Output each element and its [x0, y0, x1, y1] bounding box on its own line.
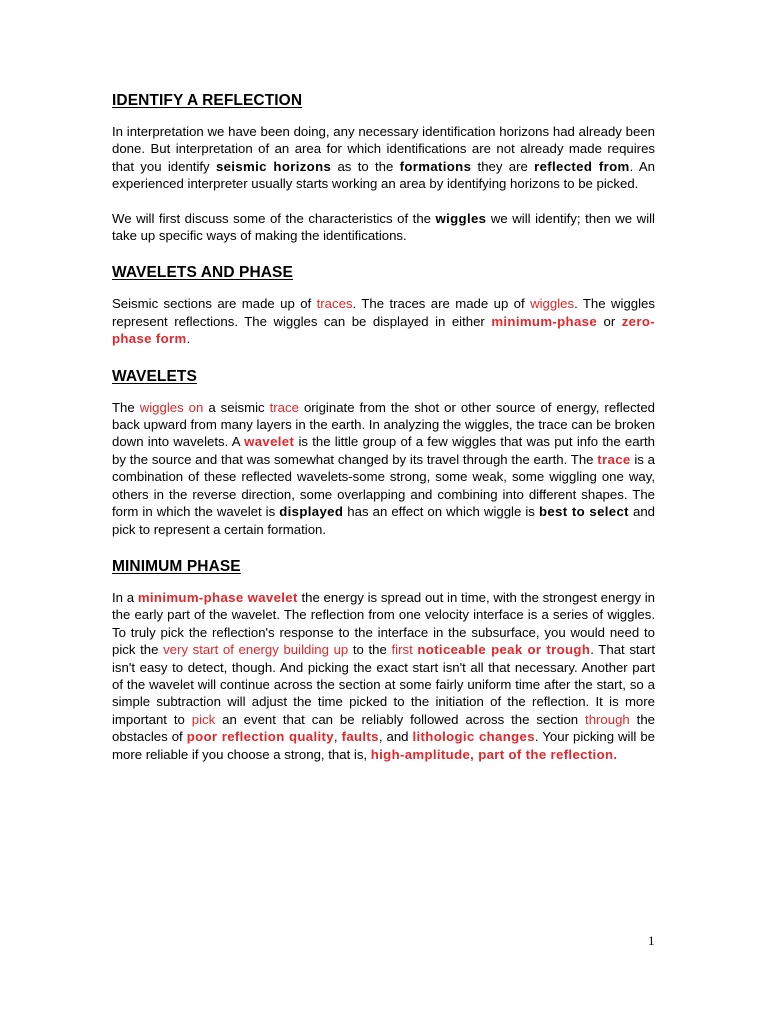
paragraph-identify-2 — [112, 210, 655, 245]
heading-identify-reflection: IDENTIFY A REFLECTION — [112, 92, 303, 109]
keyword-poor-reflection-quality: poor reflection quality — [186, 729, 334, 745]
heading-wavelets: WAVELETS — [112, 367, 197, 385]
text-span: . — [186, 331, 191, 347]
text-span: a seismic — [203, 399, 270, 415]
text-span: and pick to represent a certain formation. — [112, 504, 655, 537]
text-span: is a combination of these reflected wavelets-some strong, some weak, some wiggling one way, others in the reverse direction, some overlapping and combining into different shapes. The form in which the wavelet is — [112, 451, 655, 520]
paragraph-identify-1 — [112, 123, 655, 193]
keyword-noticeable-peak: noticeable peak or trough — [417, 642, 591, 658]
red-term-first: first — [391, 642, 413, 658]
keyword-high-amplitude: high-amplitude, part of the reflection. — [370, 746, 618, 762]
text-span: . An experienced interpreter usually starts working an area by identifying horizons to be picked. — [112, 158, 655, 192]
heading-minimum-phase: MINIMUM PHASE — [112, 557, 241, 575]
text-span: an event that can be reliably followed across the section — [215, 711, 586, 727]
keyword-trace: trace — [597, 451, 631, 467]
red-term-trace: trace — [269, 399, 299, 415]
text-span: has an effect on which wiggle is — [343, 504, 539, 520]
text-span: is the little group of a few wiggles that was put info the earth by the source and that was somewhat changed by its travel through the earth. The — [112, 434, 655, 467]
paragraph-minimum-phase — [112, 589, 655, 763]
keyword-minimum-phase-wavelet: minimum-phase wavelet — [137, 589, 298, 605]
keyword-formations: formations — [399, 158, 472, 174]
keyword-reflected-from: reflected from — [534, 158, 630, 174]
page-content — [112, 89, 655, 763]
red-term-wiggles: wiggles — [530, 296, 575, 312]
keyword-best-to-select: best to select — [538, 504, 629, 520]
red-term-pick: pick — [191, 711, 216, 727]
red-term-wiggles-on: wiggles on — [139, 399, 204, 415]
keyword-seismic-horizons: seismic horizons — [215, 158, 332, 174]
paragraph-wavelets-phase — [112, 295, 655, 347]
red-term-very-start: very start of energy building up — [163, 642, 349, 658]
text-span: they are — [471, 158, 535, 174]
text-span: Seismic sections are made up of — [112, 296, 317, 312]
keyword-minimum-phase: minimum-phase — [491, 313, 597, 329]
keyword-displayed: displayed — [279, 504, 344, 520]
paragraph-wavelets — [112, 399, 655, 538]
keyword-wavelet: wavelet — [244, 434, 295, 450]
keyword-lithologic-changes: lithologic changes — [412, 729, 535, 745]
text-span: We will first discuss some of the characteristics of the — [112, 210, 436, 226]
text-span: In interpretation we have been doing, any necessary identification horizons had already been done. But interpretation of an area for which identifications are not already made requires that you identify — [112, 124, 655, 174]
text-span: . That start isn't easy to detect, though. And picking the exact start isn't all that necessary. Another part of the wavelet will continue across the section at some fairly uniform time after the start, so a simple subtraction will adjust the time picked to the initiation of the reflection. It is more important to — [112, 642, 655, 727]
text-span: originate from the shot or other source of energy, reflected back upward from many layers in the earth. In analyzing the wiggles, the trace can be broken down into wavelets. A — [112, 399, 656, 450]
text-span: . Your picking will be more reliable if you choose a strong, that is, — [112, 729, 655, 762]
text-span: . The wiggles represent reflections. The wiggles can be displayed in either — [112, 296, 655, 329]
red-term-through: through — [585, 711, 630, 727]
text-span: the obstacles of — [112, 711, 655, 745]
text-span: The — [112, 399, 140, 415]
page-number: 1 — [648, 933, 655, 948]
text-span: . The traces are made up of — [352, 296, 531, 312]
keyword-faults: faults — [341, 729, 379, 745]
text-span: the energy is spread out in time, with the strongest energy in the early part of the wavelet. The reflection from one velocity interface is a series of wiggles. To truly pick the reflection's response to the interface in the subsurface, you would need to pick the — [112, 589, 655, 658]
text-span: or — [597, 313, 622, 329]
heading-wavelets-and-phase: WAVELETS AND PHASE — [112, 264, 293, 282]
text-span: , — [333, 729, 342, 745]
red-term-traces: traces — [316, 296, 353, 312]
text-span: we will identify; then we will take up specific ways of making the identifications. — [112, 210, 655, 244]
text-span: to the — [348, 642, 392, 658]
text-span: In a — [112, 589, 138, 605]
text-span: as to the — [331, 158, 400, 174]
keyword-zero-phase-form: zero-phase form — [112, 313, 655, 347]
text-span: , and — [378, 729, 413, 745]
keyword-wiggles: wiggles — [435, 210, 487, 226]
